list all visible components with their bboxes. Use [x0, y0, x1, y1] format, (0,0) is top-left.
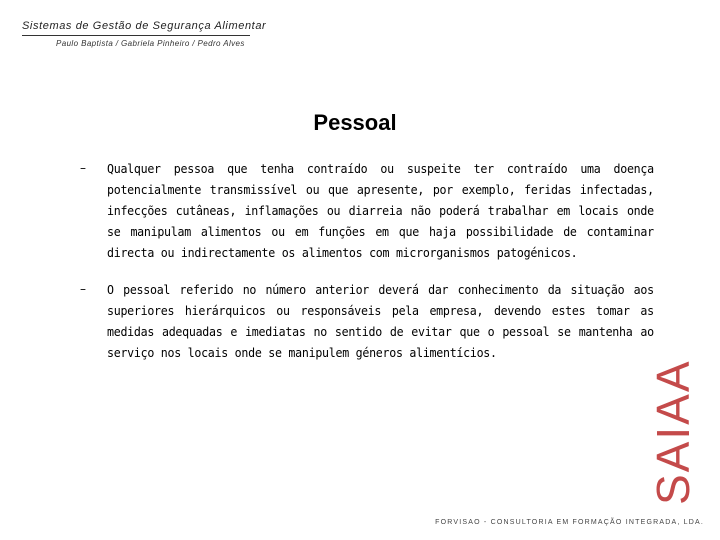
bullet-item [80, 279, 657, 363]
bullet-text: O pessoal referido no número anterior deverá dar conhecimento da situação aos superiores hierárquicos ou responsáveis pela empresa, devendo estes tomar as medidas adequadas e imediatas no sentido de evitar que o pessoal se mantenha ao serviço nos locais onde se manipulem géneros alimentícios. [107, 282, 654, 360]
bullet-list [80, 158, 657, 379]
bullet-dash-icon: – [80, 161, 86, 175]
slide-title: Pessoal [313, 110, 397, 135]
header-title: Sistemas de Gestão de Segurança Alimentar [22, 20, 267, 32]
bullet-item [80, 158, 657, 263]
bullet-text: Qualquer pessoa que tenha contraído ou suspeite ter contraído uma doença potencialmente transmissível ou que apresente, por exemplo, feridas infectadas, infecções cutâneas, inflamações ou diarreia não poderá trabalhar em locais onde se manipulam alimentos ou em funções em que haja possibilidade de contaminar directa ou indirectamente os alimentos com microrganismos patogénicos. [107, 161, 654, 260]
header-divider [22, 35, 250, 36]
header-authors: Paulo Baptista / Gabriela Pinheiro / Pedro Alves [56, 39, 245, 48]
saiaa-logo: SAIAA [647, 359, 699, 505]
footer-company: FORVISAO - CONSULTORIA EM FORMAÇÃO INTEGRADA, LDA. [435, 519, 704, 526]
bullet-dash-icon: – [80, 282, 86, 296]
